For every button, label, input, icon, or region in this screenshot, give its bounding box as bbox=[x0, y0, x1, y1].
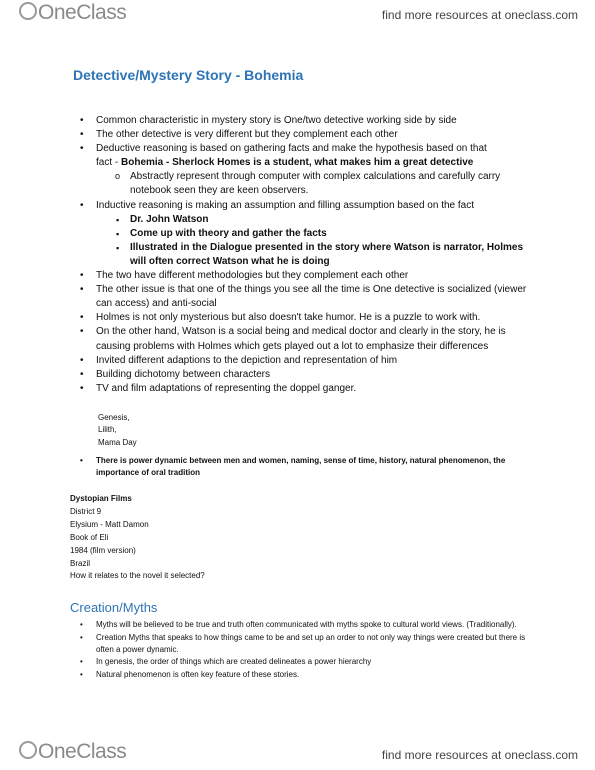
list-item: • Building dichotomy between characters bbox=[78, 368, 538, 382]
detective-bullet-list bbox=[78, 114, 538, 396]
page-title: Detective/Mystery Story - Bohemia bbox=[73, 67, 304, 83]
oneclass-logo[interactable] bbox=[19, 740, 126, 764]
list-item-text: Deductive reasoning is based on gathering facts and make the hypothesis based on that bbox=[96, 143, 487, 155]
list-item: • Myths will be believed to be true and truth often communicated with myths spoke to cultural world views. (Traditionally). bbox=[78, 619, 538, 631]
page-header bbox=[0, 0, 595, 30]
film-question: How it relates to the novel it selected? bbox=[70, 571, 205, 581]
sub-list-item: ▪ Dr. John Watson bbox=[112, 213, 538, 227]
films-title: Dystopian Films bbox=[70, 494, 132, 503]
list-item: • In genesis, the order of things which are created delineates a power hierarchy bbox=[78, 656, 538, 668]
list-item: • The other detective is very different but they complement each other bbox=[78, 128, 538, 142]
power-note-list bbox=[78, 455, 538, 478]
creation-bullet-list bbox=[78, 619, 538, 682]
logo-text: OneClass bbox=[38, 740, 127, 763]
sub-list bbox=[96, 170, 538, 198]
list-item: • The other issue is that one of the things you see all the time is One detective is socialized (viewer can access) and anti-social bbox=[78, 283, 538, 311]
power-note: • There is power dynamic between men and women, naming, sense of time, history, natural phenomenon, the importance of oral tradition bbox=[78, 455, 538, 478]
film-item: Brazil bbox=[70, 558, 91, 568]
sub-list bbox=[96, 213, 538, 269]
list-item: • Invited different adaptions to the depiction and representation of him bbox=[78, 354, 538, 368]
film-item: Book of Eli bbox=[70, 532, 109, 542]
list-item-text-cont: fact - bbox=[96, 157, 122, 169]
oneclass-logo[interactable] bbox=[19, 1, 126, 25]
footer-tagline[interactable]: find more resources at oneclass.com bbox=[381, 748, 578, 762]
logo-ring-icon bbox=[19, 741, 37, 759]
list-item: • Common characteristic in mystery story is One/two detective working side by side bbox=[78, 114, 538, 128]
list-item: • TV and film adaptations of representing the doppel ganger. bbox=[78, 382, 538, 396]
name-line: Lilith, bbox=[98, 425, 117, 435]
sub-list-item: ▪ Illustrated in the Dialogue presented in the story where Watson is narrator, Holmes will often correct Watson what he is doing bbox=[112, 241, 538, 269]
list-item bbox=[78, 142, 538, 198]
logo-ring-icon bbox=[19, 2, 37, 20]
list-item bbox=[78, 199, 538, 269]
list-item-text: Inductive reasoning is making an assumption and filling assumption based on the fact bbox=[96, 199, 475, 211]
logo-text: OneClass bbox=[38, 1, 127, 24]
story-names bbox=[98, 412, 137, 449]
list-item: • On the other hand, Watson is a social being and medical doctor and clearly in the story, he is causing problems with Holmes which gets played out a lot to emphasize their differences bbox=[78, 325, 538, 353]
bohemia-emphasis: Bohemia - Sherlock Homes is a student, what makes him a great detective bbox=[121, 157, 474, 169]
sub-list-item: o Abstractly represent through computer with complex calculations and carefully carry notebook seen they are keen observers. bbox=[112, 170, 538, 198]
name-line: Mama Day bbox=[98, 437, 137, 447]
list-item: • Creation Myths that speaks to how things came to be and set up an order to not only way things were created but there is often a power dynamic. bbox=[78, 632, 538, 656]
film-item: District 9 bbox=[70, 506, 102, 516]
film-item: Elysium - Matt Damon bbox=[70, 519, 149, 529]
list-item: • The two have different methodologies but they complement each other bbox=[78, 269, 538, 283]
section-title-creation-myths: Creation/Myths bbox=[70, 600, 158, 615]
dystopian-films bbox=[70, 493, 205, 583]
name-line: Genesis, bbox=[98, 413, 130, 422]
list-item: • Natural phenomenon is often key feature of these stories. bbox=[78, 669, 538, 681]
film-item: 1984 (film version) bbox=[70, 545, 136, 555]
header-tagline[interactable]: find more resources at oneclass.com bbox=[381, 8, 578, 22]
list-item: • Holmes is not only mysterious but also doesn't take humor. He is a puzzle to work with. bbox=[78, 311, 538, 325]
page-footer bbox=[0, 738, 595, 770]
sub-list-item: ▪ Come up with theory and gather the facts bbox=[112, 227, 538, 241]
